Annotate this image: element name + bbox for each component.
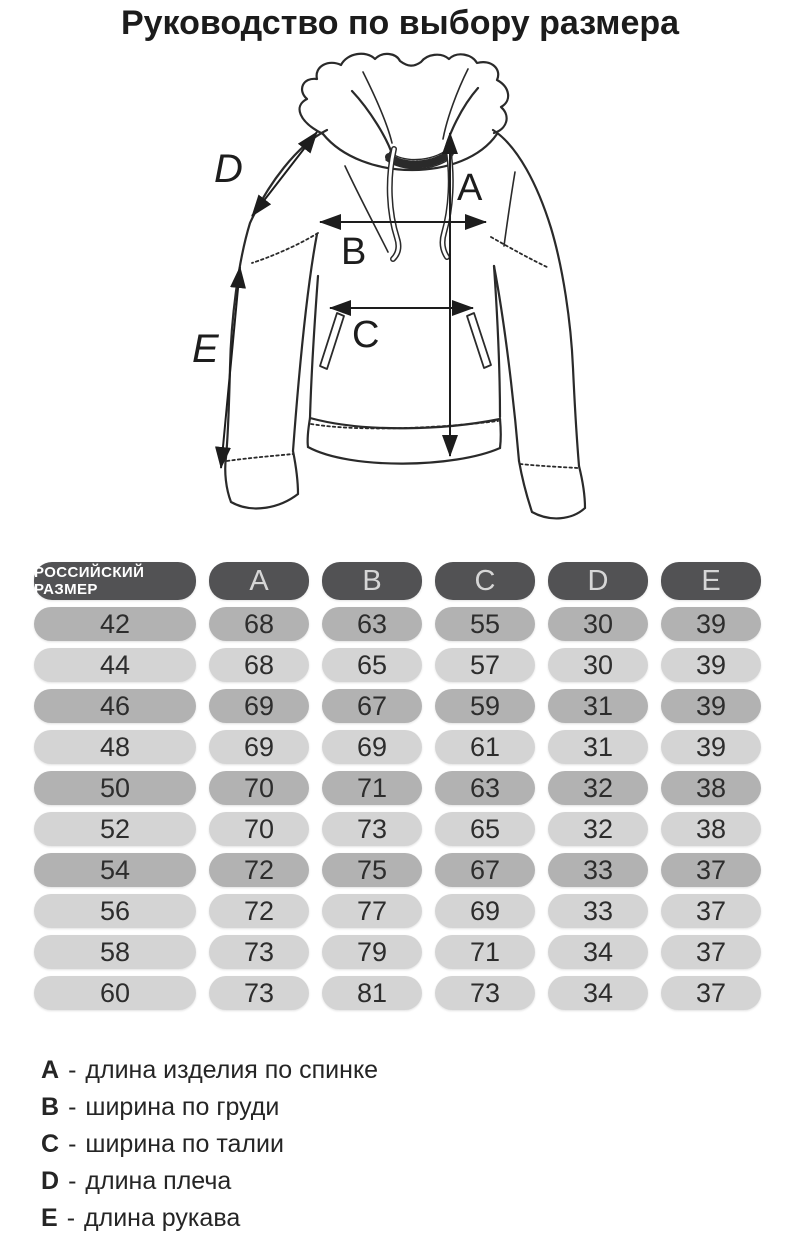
value-cell: 37 — [661, 853, 761, 887]
hem-band-right — [500, 419, 501, 448]
size-cell: 56 — [34, 894, 196, 928]
size-cell: 50 — [34, 771, 196, 805]
table-row — [34, 689, 761, 723]
hood-outline — [300, 54, 509, 134]
legend-item-e — [41, 1200, 378, 1237]
value-cell: 37 — [661, 935, 761, 969]
value-cell: 71 — [322, 771, 422, 805]
value-cell: 32 — [548, 812, 648, 846]
right-sleeve-outer — [493, 130, 579, 466]
value-cell: 70 — [209, 771, 309, 805]
value-cell: 31 — [548, 689, 648, 723]
value-cell: 68 — [209, 648, 309, 682]
legend-key: C — [41, 1130, 60, 1158]
value-cell: 79 — [322, 935, 422, 969]
value-cell: 38 — [661, 812, 761, 846]
page-title: Руководство по выбору размера — [120, 4, 680, 42]
table-row — [34, 894, 761, 928]
value-cell: 55 — [435, 607, 535, 641]
value-cell: 72 — [209, 894, 309, 928]
legend-item-a — [41, 1052, 378, 1089]
value-cell: 69 — [209, 730, 309, 764]
legend-separator: - — [66, 1204, 76, 1232]
value-cell: 34 — [548, 976, 648, 1010]
table-row — [34, 648, 761, 682]
hoodie-measurement-diagram — [150, 52, 650, 537]
value-cell: 69 — [209, 689, 309, 723]
value-cell: 75 — [322, 853, 422, 887]
size-cell: 42 — [34, 607, 196, 641]
value-cell: 68 — [209, 607, 309, 641]
value-cell: 73 — [435, 976, 535, 1010]
value-cell: 34 — [548, 935, 648, 969]
table-header-row — [34, 562, 761, 600]
value-cell: 67 — [435, 853, 535, 887]
legend — [41, 1052, 378, 1237]
value-cell: 65 — [435, 812, 535, 846]
value-cell: 77 — [322, 894, 422, 928]
value-cell: 33 — [548, 894, 648, 928]
right-crease — [504, 172, 515, 246]
hem-band-bottom — [308, 447, 500, 464]
value-cell: 30 — [548, 648, 648, 682]
size-cell: 48 — [34, 730, 196, 764]
legend-separator: - — [68, 1130, 77, 1158]
measure-label-a: A — [457, 167, 483, 209]
legend-item-d — [41, 1163, 378, 1200]
table-row — [34, 853, 761, 887]
right-cuff-stitch — [520, 464, 578, 468]
value-cell: 81 — [322, 976, 422, 1010]
size-cell: 52 — [34, 812, 196, 846]
legend-key: D — [41, 1167, 60, 1195]
column-header-russian-size: РОССИЙСКИЙ РАЗМЕР — [34, 562, 196, 600]
left-pocket-slit — [320, 313, 344, 369]
value-cell: 39 — [661, 648, 761, 682]
body-left-edge — [310, 276, 318, 418]
measure-label-b: B — [341, 231, 367, 273]
value-cell: 38 — [661, 771, 761, 805]
table-row — [34, 812, 761, 846]
legend-key: E — [41, 1204, 58, 1232]
left-cuff-stitch — [227, 454, 293, 461]
value-cell: 57 — [435, 648, 535, 682]
hood-fold-left — [363, 72, 392, 143]
value-cell: 69 — [322, 730, 422, 764]
size-cell: 46 — [34, 689, 196, 723]
legend-separator: - — [68, 1056, 77, 1084]
column-header-c: C — [435, 562, 535, 600]
right-cuff — [519, 461, 585, 518]
hem-band-left — [308, 418, 310, 447]
legend-item-b — [41, 1089, 378, 1126]
size-table-body — [34, 607, 761, 1010]
size-cell: 60 — [34, 976, 196, 1010]
value-cell: 33 — [548, 853, 648, 887]
table-row — [34, 976, 761, 1010]
legend-key: B — [41, 1093, 60, 1121]
column-header-b: B — [322, 562, 422, 600]
legend-text: ширина по талии — [85, 1130, 284, 1158]
right-sleeve-inner — [494, 266, 519, 461]
measure-arrow-d — [252, 132, 317, 216]
column-header-d: D — [548, 562, 648, 600]
table-row — [34, 771, 761, 805]
measure-label-d: D — [214, 147, 243, 191]
value-cell: 37 — [661, 976, 761, 1010]
table-row — [34, 607, 761, 641]
legend-text: длина изделия по спинке — [85, 1056, 379, 1084]
left-seam-stitch — [252, 233, 318, 263]
value-cell: 72 — [209, 853, 309, 887]
value-cell: 61 — [435, 730, 535, 764]
value-cell: 39 — [661, 689, 761, 723]
legend-key: A — [41, 1056, 60, 1084]
hoodie-drawing — [150, 52, 650, 537]
column-header-e: E — [661, 562, 761, 600]
value-cell: 63 — [322, 607, 422, 641]
size-cell: 54 — [34, 853, 196, 887]
right-pocket-slit — [467, 313, 491, 368]
measure-label-c: C — [352, 314, 380, 356]
legend-text: длина плеча — [85, 1167, 232, 1195]
hood-fold-right — [443, 69, 468, 139]
value-cell: 71 — [435, 935, 535, 969]
value-cell: 73 — [209, 935, 309, 969]
value-cell: 70 — [209, 812, 309, 846]
value-cell: 73 — [322, 812, 422, 846]
value-cell: 69 — [435, 894, 535, 928]
size-table — [34, 562, 761, 1010]
value-cell: 59 — [435, 689, 535, 723]
measure-arrow-e — [221, 267, 240, 468]
legend-text: длина рукава — [84, 1204, 241, 1232]
right-seam-stitch — [491, 237, 549, 268]
legend-separator: - — [68, 1167, 77, 1195]
size-cell: 44 — [34, 648, 196, 682]
legend-separator: - — [68, 1093, 77, 1121]
legend-item-c — [41, 1126, 378, 1163]
value-cell: 65 — [322, 648, 422, 682]
value-cell: 30 — [548, 607, 648, 641]
value-cell: 63 — [435, 771, 535, 805]
value-cell: 67 — [322, 689, 422, 723]
value-cell: 39 — [661, 730, 761, 764]
legend-text: ширина по груди — [85, 1093, 280, 1121]
value-cell: 31 — [548, 730, 648, 764]
table-row — [34, 935, 761, 969]
size-cell: 58 — [34, 935, 196, 969]
column-header-a: A — [209, 562, 309, 600]
table-row — [34, 730, 761, 764]
value-cell: 37 — [661, 894, 761, 928]
value-cell: 32 — [548, 771, 648, 805]
value-cell: 73 — [209, 976, 309, 1010]
left-cuff — [225, 451, 298, 508]
measure-label-e: E — [192, 327, 219, 371]
value-cell: 39 — [661, 607, 761, 641]
